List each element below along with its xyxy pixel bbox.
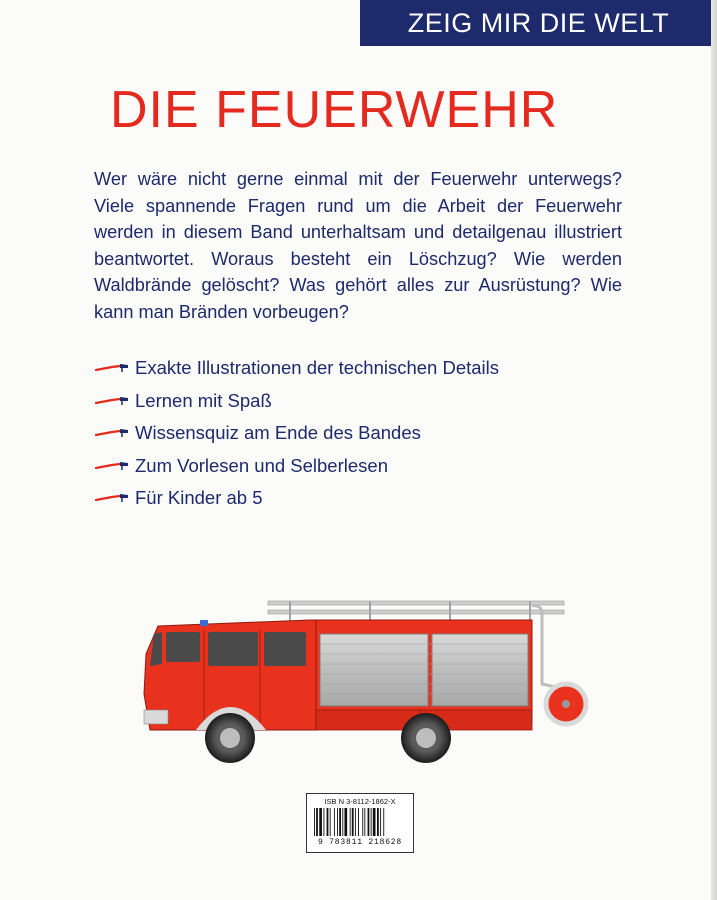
feature-text: Wissensquiz am Ende des Bandes bbox=[135, 422, 421, 444]
series-label: ZEIG MIR DIE WELT bbox=[407, 7, 670, 38]
barcode-label bbox=[306, 793, 414, 853]
barcode-bar bbox=[352, 808, 354, 836]
isbn-text: ISB N 3-8112-1862-X bbox=[324, 797, 396, 806]
barcode-bar bbox=[342, 808, 343, 836]
barcode-bar bbox=[377, 808, 379, 836]
book-spine-edge bbox=[711, 0, 717, 900]
ean-digits: 9 783811 218628 bbox=[317, 838, 402, 847]
feature-item bbox=[94, 385, 499, 418]
barcode-bar bbox=[323, 808, 324, 836]
barcode-bar bbox=[373, 808, 376, 836]
barcode-bar bbox=[383, 808, 384, 836]
barcode-bar bbox=[327, 808, 329, 836]
barcode-bar bbox=[344, 808, 347, 836]
barcode-bar bbox=[364, 808, 365, 836]
fire-truck-illustration bbox=[140, 598, 590, 768]
feature-list bbox=[94, 352, 499, 515]
barcode-bar bbox=[358, 808, 359, 836]
fire-hose-nozzle-icon bbox=[94, 426, 132, 440]
hose-reel bbox=[546, 684, 586, 724]
fire-hose-nozzle-icon bbox=[94, 491, 132, 505]
barcode-bar bbox=[314, 808, 315, 836]
roof-ladder bbox=[268, 601, 564, 622]
barcode-bar bbox=[380, 808, 381, 836]
barcode-bar bbox=[368, 808, 370, 836]
barcode-bar bbox=[362, 808, 363, 836]
feature-item bbox=[94, 482, 499, 515]
fire-hose-nozzle-icon bbox=[94, 394, 132, 408]
barcode-bar bbox=[316, 808, 318, 836]
fire-hose-nozzle-icon bbox=[94, 459, 132, 473]
barcode-bar bbox=[334, 808, 335, 836]
feature-item bbox=[94, 352, 499, 385]
series-banner bbox=[360, 0, 717, 46]
barcode-bar bbox=[350, 808, 351, 836]
barcode-bar bbox=[355, 808, 356, 836]
feature-text: Für Kinder ab 5 bbox=[135, 487, 263, 509]
book-blurb: Wer wäre nicht gerne einmal mit der Feuerwehr unterwegs? Viele spannende Fragen rund um die Arbeit der Feuerwehr werden in diesem Band unterhaltsam und detailgenau illustriert beantwortet. Woraus besteht ein Löschzug? Wie werden Waldbrände gelöscht? Was gehört alles zur Ausrüstung? Wie kann man Bränden vorbeugen? bbox=[94, 169, 622, 322]
book-title: DIE FEUERWEHR bbox=[110, 81, 559, 139]
barcode-bar bbox=[337, 808, 338, 836]
feature-text: Exakte Illustrationen der technischen Details bbox=[135, 357, 500, 379]
feature-text: Zum Vorlesen und Selberlesen bbox=[135, 454, 388, 476]
fire-hose-nozzle-icon bbox=[94, 361, 132, 375]
feature-text: Lernen mit Spaß bbox=[135, 389, 272, 411]
barcode-bars bbox=[313, 808, 409, 836]
barcode-bar bbox=[371, 808, 372, 836]
feature-item bbox=[94, 417, 499, 450]
barcode-bar bbox=[339, 808, 341, 836]
barcode-bar bbox=[330, 808, 331, 836]
barcode-bar bbox=[319, 808, 322, 836]
feature-item bbox=[94, 450, 499, 483]
